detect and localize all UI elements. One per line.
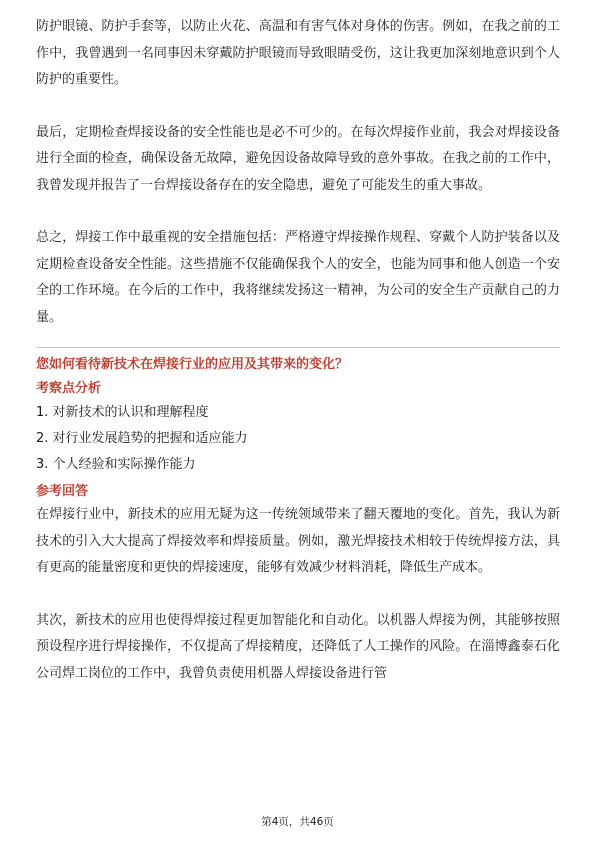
paragraph-gap bbox=[36, 94, 560, 120]
list-item: 3. 个人经验和实际操作能力 bbox=[36, 457, 196, 472]
paragraph-gap bbox=[36, 582, 560, 608]
analysis-list bbox=[36, 400, 560, 478]
question-title: 您如何看待新技术在焊接行业的应用及其带来的变化？ bbox=[36, 357, 349, 372]
analysis-heading: 考察点分析 bbox=[36, 381, 102, 396]
paragraph-gap bbox=[36, 199, 560, 225]
body-paragraph: 最后，定期检查焊接设备的安全性能也是必不可少的。在每次焊接作业前，我会对焊接设备进行全面的检查，确保设备无故障，避免因设备故障导致的意外事故。在我之前的工作中，我曾发现并报告了一台焊接设备存在的安全隐患，避免了可能发生的重大事故。 bbox=[36, 124, 560, 193]
document-page bbox=[36, 14, 560, 687]
page-number: 第4页，共46页 bbox=[261, 816, 334, 828]
list-item: 1. 对新技术的认识和理解程度 bbox=[36, 405, 209, 420]
list-item: 2. 对行业发展趋势的把握和适应能力 bbox=[36, 431, 248, 446]
answer-paragraph: 在焊接行业中，新技术的应用无疑为这一传统领域带来了翻天覆地的变化。首先，我认为新技术的引入大大提高了焊接效率和焊接质量。例如，激光焊接技术相较于传统焊接方法，具有更高的能量密度和更快的焊接速度，能够有效减少材料消耗，降低生产成本。 bbox=[36, 507, 560, 575]
section-divider bbox=[36, 347, 560, 348]
body-paragraph: 防护眼镜、防护手套等，以防止火花、高温和有害气体对身体的伤害。例如，在我之前的工作中，我曾遇到一名同事因未穿戴防护眼镜而导致眼睛受伤，这让我更加深刻地意识到个人防护的重要性。 bbox=[36, 19, 560, 87]
answer-paragraph: 其次，新技术的应用也使得焊接过程更加智能化和自动化。以机器人焊接为例，其能够按照预设程序进行焊接操作，不仅提高了焊接精度，还降低了人工操作的风险。在淄博鑫泰石化公司焊工岗位的工作中，我曾负责使用机器人焊接设备进行管 bbox=[36, 612, 560, 681]
answer-heading: 参考回答 bbox=[36, 484, 89, 499]
body-paragraph: 总之，焊接工作中最重视的安全措施包括：严格遵守焊接操作规程、穿戴个人防护装备以及定期检查设备安全性能。这些措施不仅能确保我个人的安全，也能为同事和他人创造一个安全的工作环境。在今后的工作中，我将继续发扬这一精神，为公司的安全生产贡献自己的力量。 bbox=[36, 230, 560, 325]
